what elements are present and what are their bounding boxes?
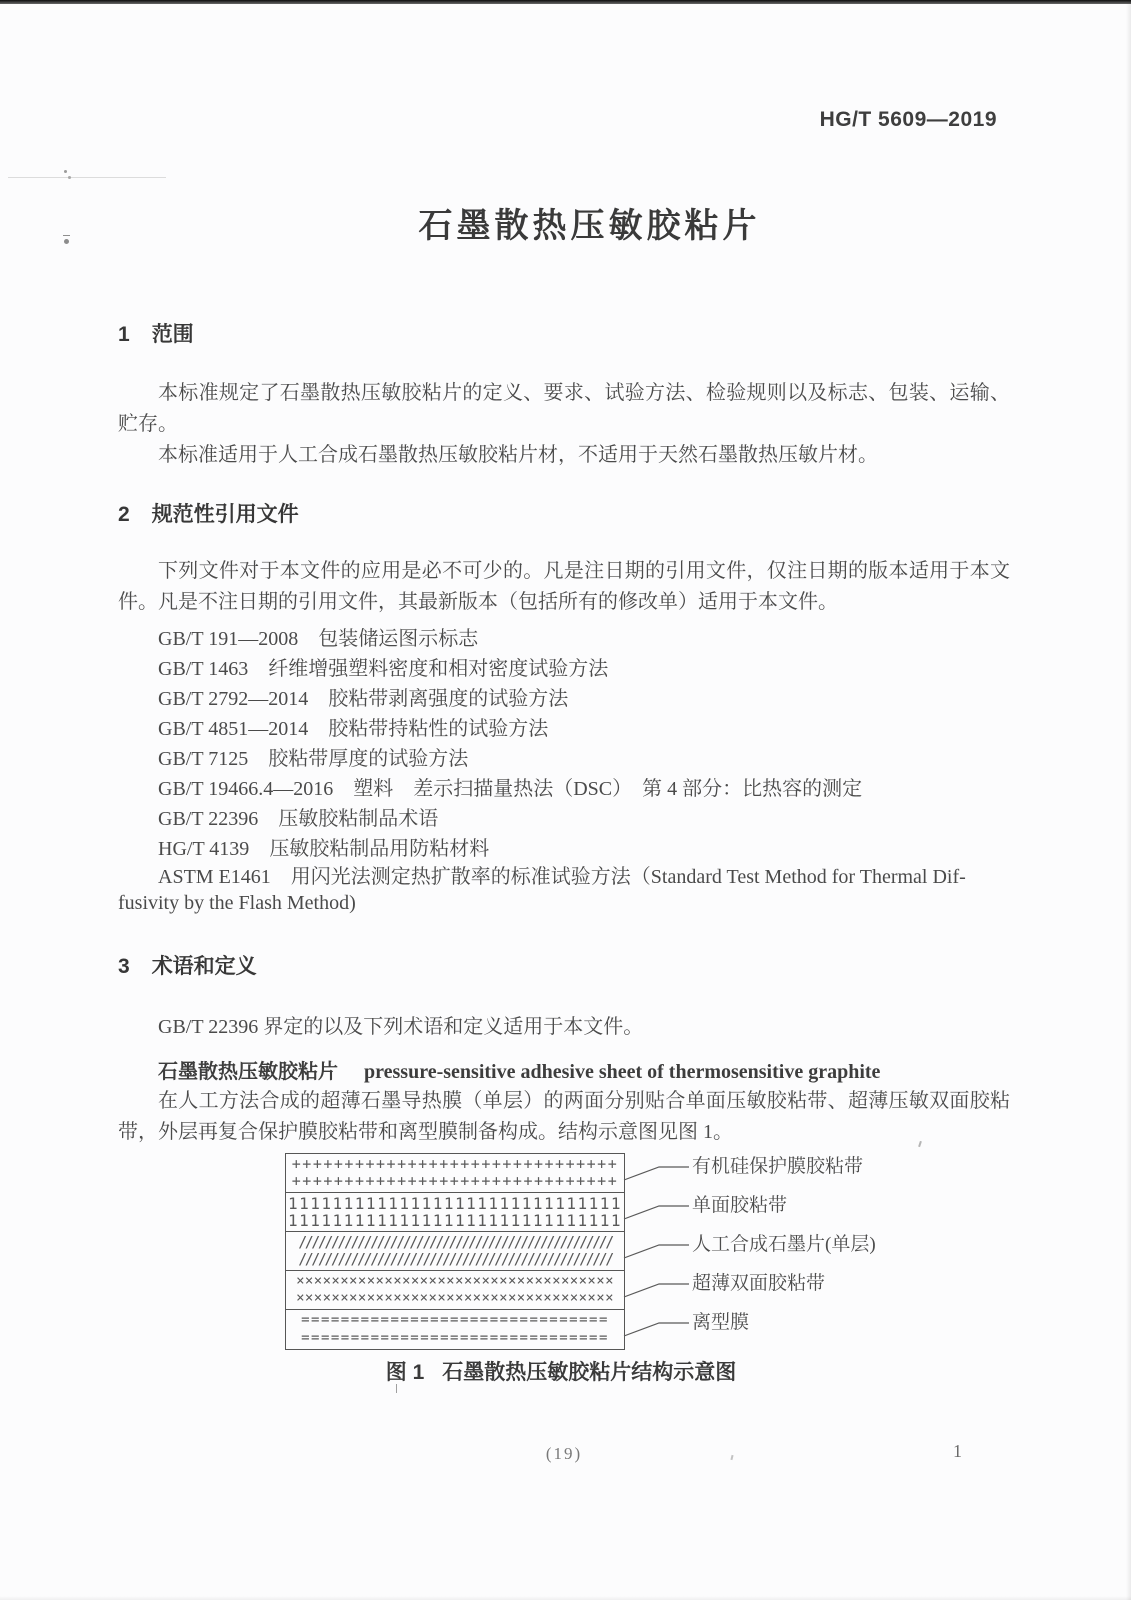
scan-artifact [64,170,67,173]
layer-label: 有机硅保护膜胶粘带 [692,1156,864,1177]
section-3-heading [118,950,257,980]
layer-single-sided-tape [286,1193,624,1232]
reference-code: GB/T 22396 [158,808,259,830]
reference-title: 包装储运图示标志 [318,628,479,650]
scan-edge-top [0,0,1131,4]
scope-paragraph-2: 本标准适用于人工合成石墨散热压敏胶粘片材，不适用于天然石墨散热压敏片材。 [158,444,878,466]
footer-folio: (19) [545,1444,583,1463]
layer-pattern-row: =============================== [301,1313,609,1328]
reference-code: GB/T 4851—2014 [158,718,309,740]
scan-edge-bottom [0,1596,1131,1600]
section-title: 术语和定义 [151,955,257,978]
doc-code: HG/T 5609—2019 [819,108,997,131]
reference-title: 胶粘带剥离强度的试验方法 [328,688,569,710]
layer-pattern-row: 111111111111111111111111111111 [288,1213,622,1229]
reference-code: GB/T 19466.4—2016 [158,778,334,800]
layer-label: 人工合成石墨片(单层) [692,1234,876,1255]
reference-title: 纤维增强塑料密度和相对密度试验方法 [268,658,609,680]
reference-item-astm-continuation: fusivity by the Flash Method) [118,892,356,914]
section-title: 范围 [151,323,194,346]
reference-title: 压敏胶粘制品术语 [278,808,439,830]
layer-pattern-row: =============================== [301,1331,609,1346]
reference-item [158,652,608,681]
figure-caption-number: 图 1 [385,1361,425,1384]
reference-title: 塑料 差示扫描量热法（DSC） 第 4 部分：比热容的测定 [353,778,863,800]
reference-item-astm: ASTM E1461 用闪光法测定热扩散率的标准试验方法（Standard Test Method for Thermal Dif- [158,866,966,888]
layer-label: 单面胶粘带 [692,1195,788,1216]
section-1-heading [118,318,194,348]
reference-item [158,622,478,651]
footer-page-number: 1 [953,1441,962,1461]
scan-artifact [8,177,166,178]
layer-pattern-row: 111111111111111111111111111111 [288,1195,622,1211]
references-intro: 下列文件对于本文件的应用是必不可少的。凡是注日期的引用文件，仅注日期的版本适用于本文件。凡是不注日期的引用文件，其最新版本（包括所有的修改单）适用于本文件。 [118,560,1010,613]
layer-pattern-row: +++++++++++++++++++++++++++++++ [291,1156,619,1172]
layer-pattern-row: ×××××××××××××××××××××××××××××××××××× [296,1291,614,1307]
reference-item [158,682,568,711]
reference-item [158,772,862,801]
term-definition: 在人工方法合成的超薄石墨导热膜（单层）的两面分别贴合单面压敏胶粘带、超薄压敏双面胶粘带，外层再复合保护膜胶粘带和离型膜制备构成。结构示意图见图 1。 [118,1090,1010,1143]
figure-1-structure-diagram [285,1153,915,1353]
layer-pattern-row: //////////////////////////////////////////////// [298,1234,612,1250]
reference-title: 胶粘带厚度的试验方法 [268,748,469,770]
section-2-heading [118,498,299,528]
reference-title: 压敏胶粘制品用防粘材料 [269,838,490,860]
layer-synthetic-graphite [286,1232,624,1271]
layer-protective-film [286,1154,624,1193]
layer-stack [285,1153,625,1350]
layer-pattern-row: ×××××××××××××××××××××××××××××××××××× [296,1273,614,1289]
scan-artifact [68,176,71,179]
section-number: 2 [118,503,130,526]
layer-label: 超薄双面胶粘带 [692,1273,826,1294]
reference-code: GB/T 2792—2014 [158,688,309,710]
reference-item [158,802,438,831]
figure-caption [115,1356,1007,1386]
layer-double-sided-tape [286,1271,624,1310]
layer-pattern-row: //////////////////////////////////////////////// [298,1252,612,1268]
term-entry [158,1055,880,1084]
term-zh: 石墨散热压敏胶粘片 [158,1061,338,1083]
reference-item [158,712,548,741]
term-en: pressure-sensitive adhesive sheet of thermosensitive graphite [364,1061,881,1083]
figure-caption-text: 石墨散热压敏胶粘片结构示意图 [442,1361,737,1384]
reference-item [158,832,489,861]
reference-code: GB/T 191—2008 [158,628,299,650]
terms-intro: GB/T 22396 界定的以及下列术语和定义适用于本文件。 [158,1016,644,1038]
reference-code: GB/T 1463 [158,658,249,680]
layer-pattern-row: +++++++++++++++++++++++++++++++ [291,1174,619,1190]
reference-title: 胶粘带持粘性的试验方法 [328,718,549,740]
layer-release-film [286,1310,624,1349]
section-number: 1 [118,323,130,346]
reference-code: GB/T 7125 [158,748,249,770]
reference-item [158,742,468,771]
layer-label: 离型膜 [692,1312,750,1333]
section-title: 规范性引用文件 [151,503,299,526]
reference-code: HG/T 4139 [158,838,250,860]
scope-paragraph-1: 本标准规定了石墨散热压敏胶粘片的定义、要求、试验方法、检验规则以及标志、包装、运输、贮存。 [118,382,1010,435]
section-number: 3 [118,955,130,978]
page-title: 石墨散热压敏胶粘片 [418,207,761,245]
